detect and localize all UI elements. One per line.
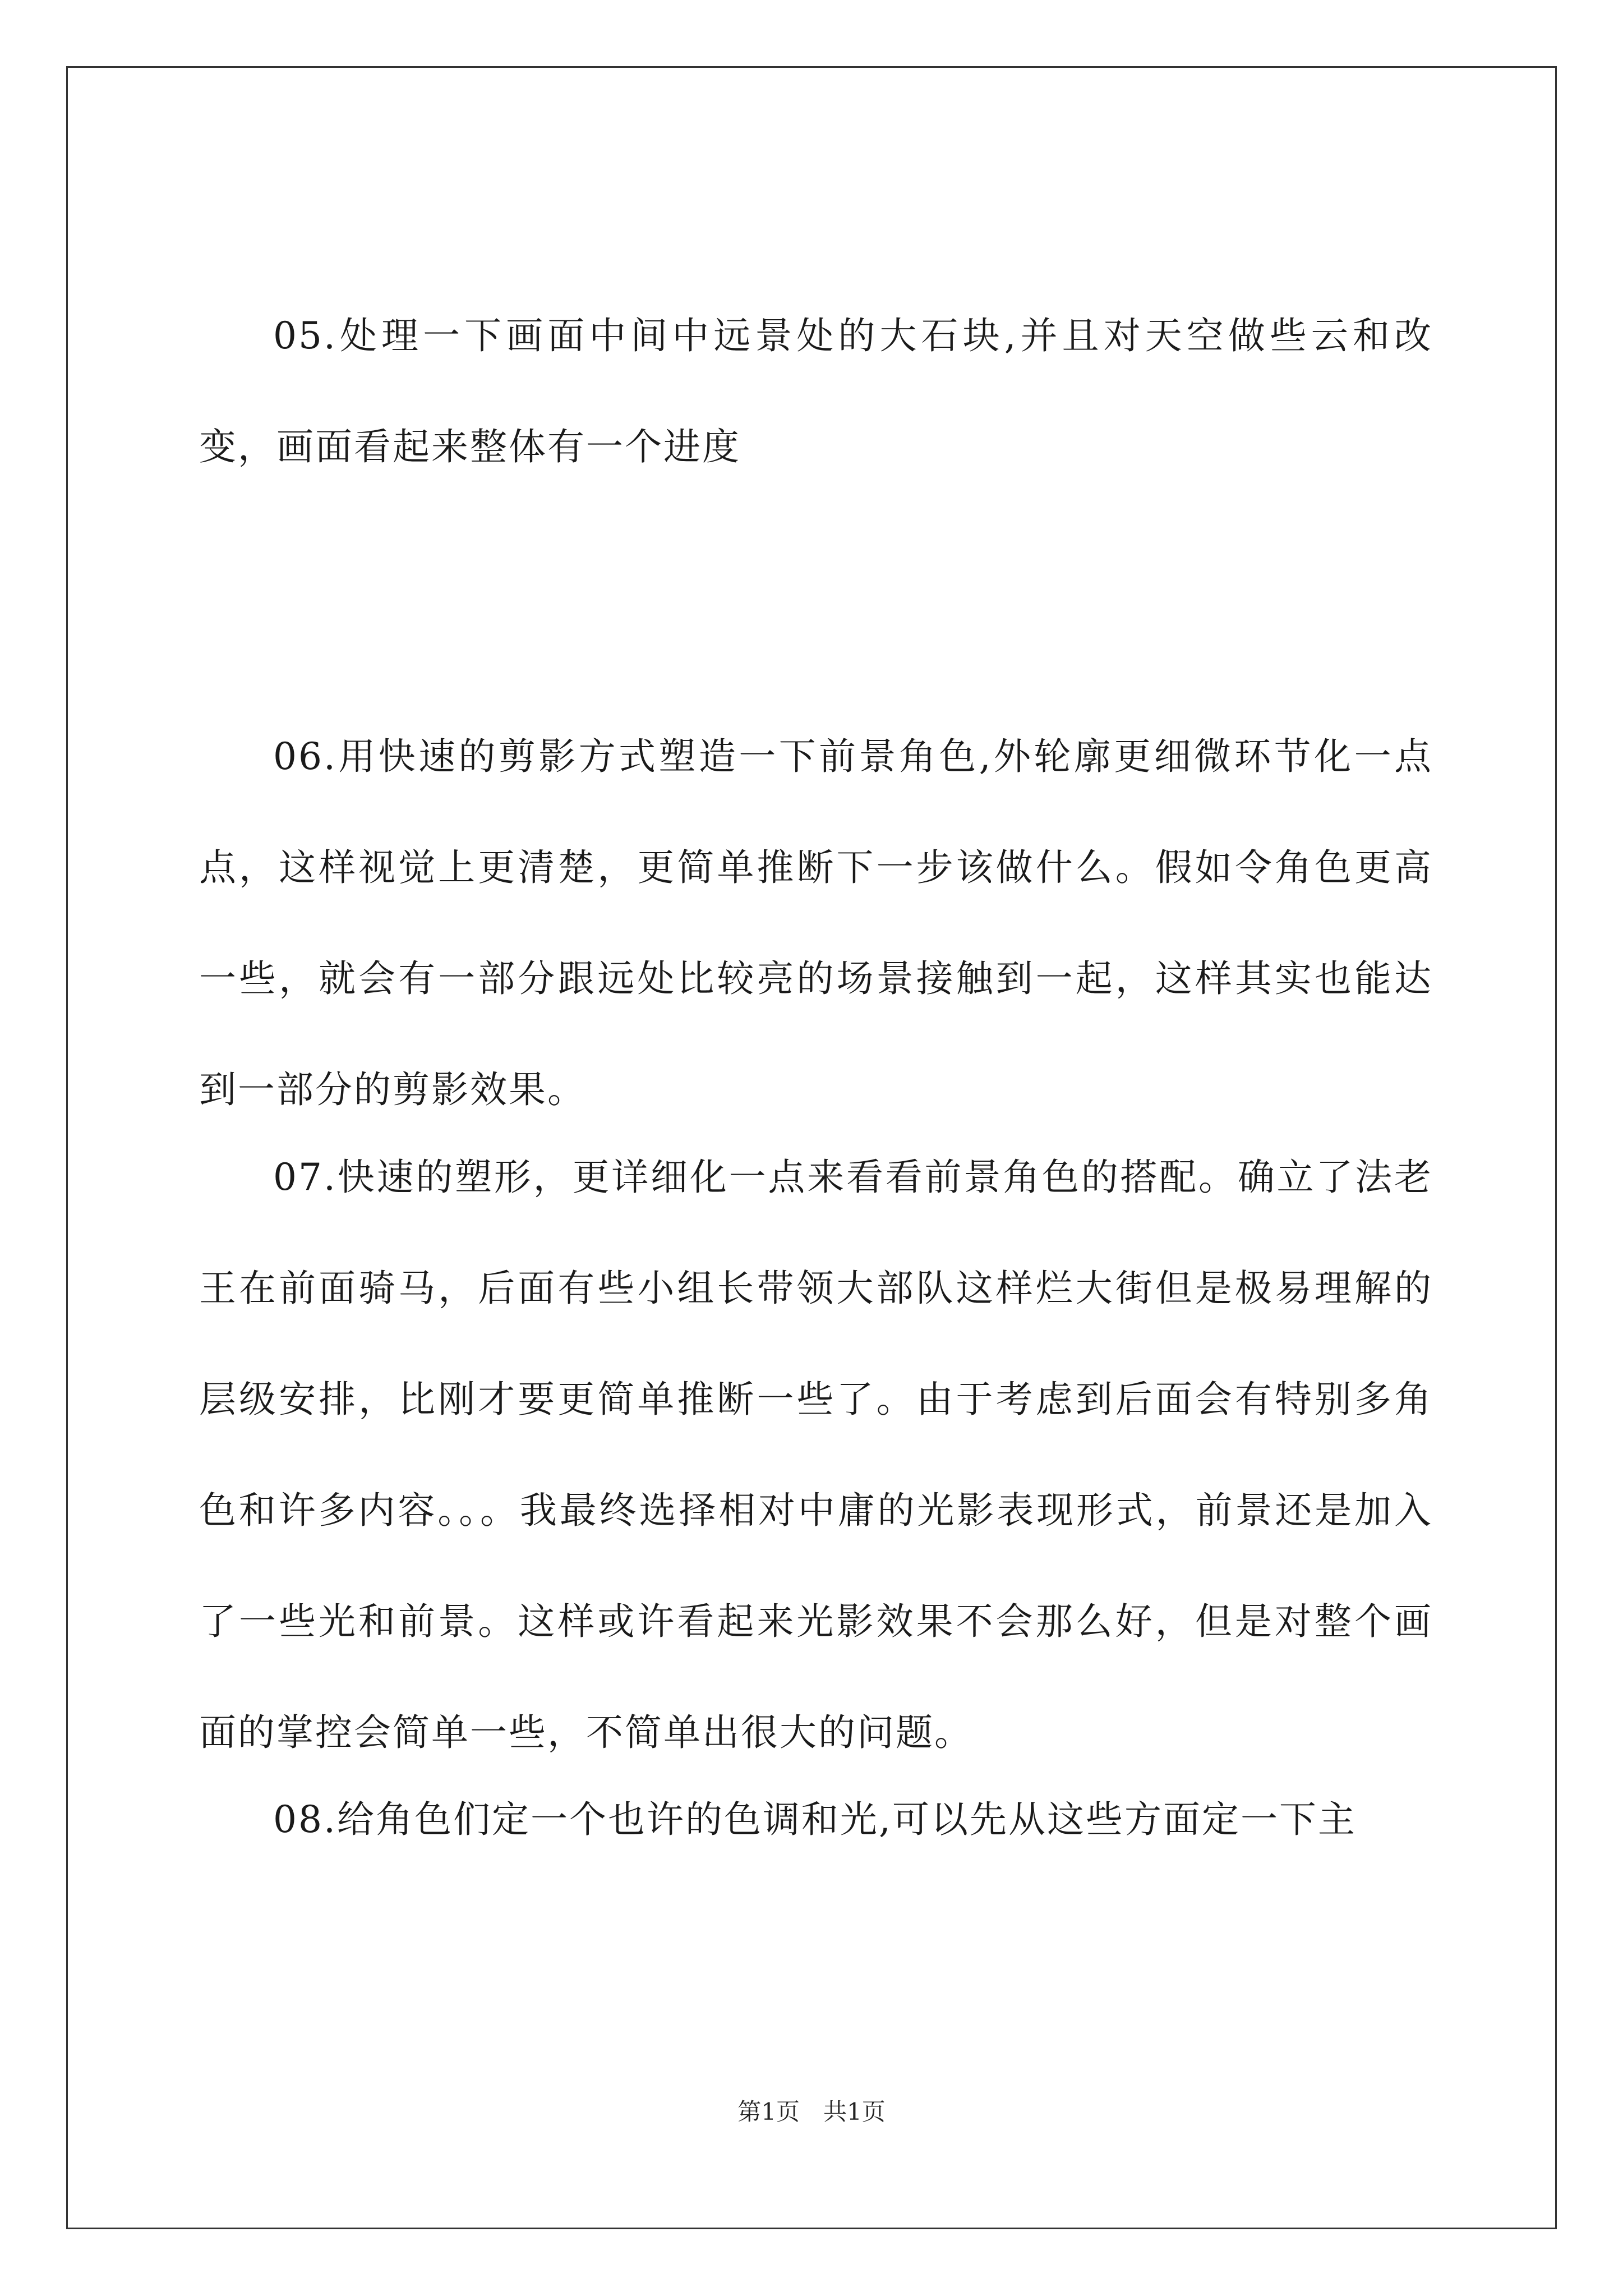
paragraph-05: 05.处理一下画面中间中远景处的大石块,并且对天空做些云和改变，画面看起来整体有一个进度	[199, 314, 1433, 468]
page-footer: 第1页 共1页	[737, 2098, 886, 2125]
paragraph-08: 08.给角色们定一个也许的色调和光,可以先从这些方面定一下主	[273, 1798, 1357, 1841]
paragraph-07: 07.快速的塑形，更详细化一点来看看前景角色的搭配。确立了法老王在前面骑马，后面有些小组长带领大部队这样烂大街但是极易理解的层级安排，比刚才要更简单推断一些了。由于考虑到后面会有特别多角色和许多内容。。。我最终选择相对中庸的光影表现形式，前景还是加入了一些光和前景。这样或许看起来光影效果不会那么好，但是对整个画面的掌控会简单一些，不简单出很大的问题。	[199, 1156, 1433, 1754]
paragraph-06: 06.用快速的剪影方式塑造一下前景角色,外轮廓更细微环节化一点点，这样视觉上更清楚，更简单推断下一步该做什么。假如令角色更高一些，就会有一部分跟远处比较亮的场景接触到一起，这样其实也能达到一部分的剪影效果。	[199, 735, 1433, 1111]
